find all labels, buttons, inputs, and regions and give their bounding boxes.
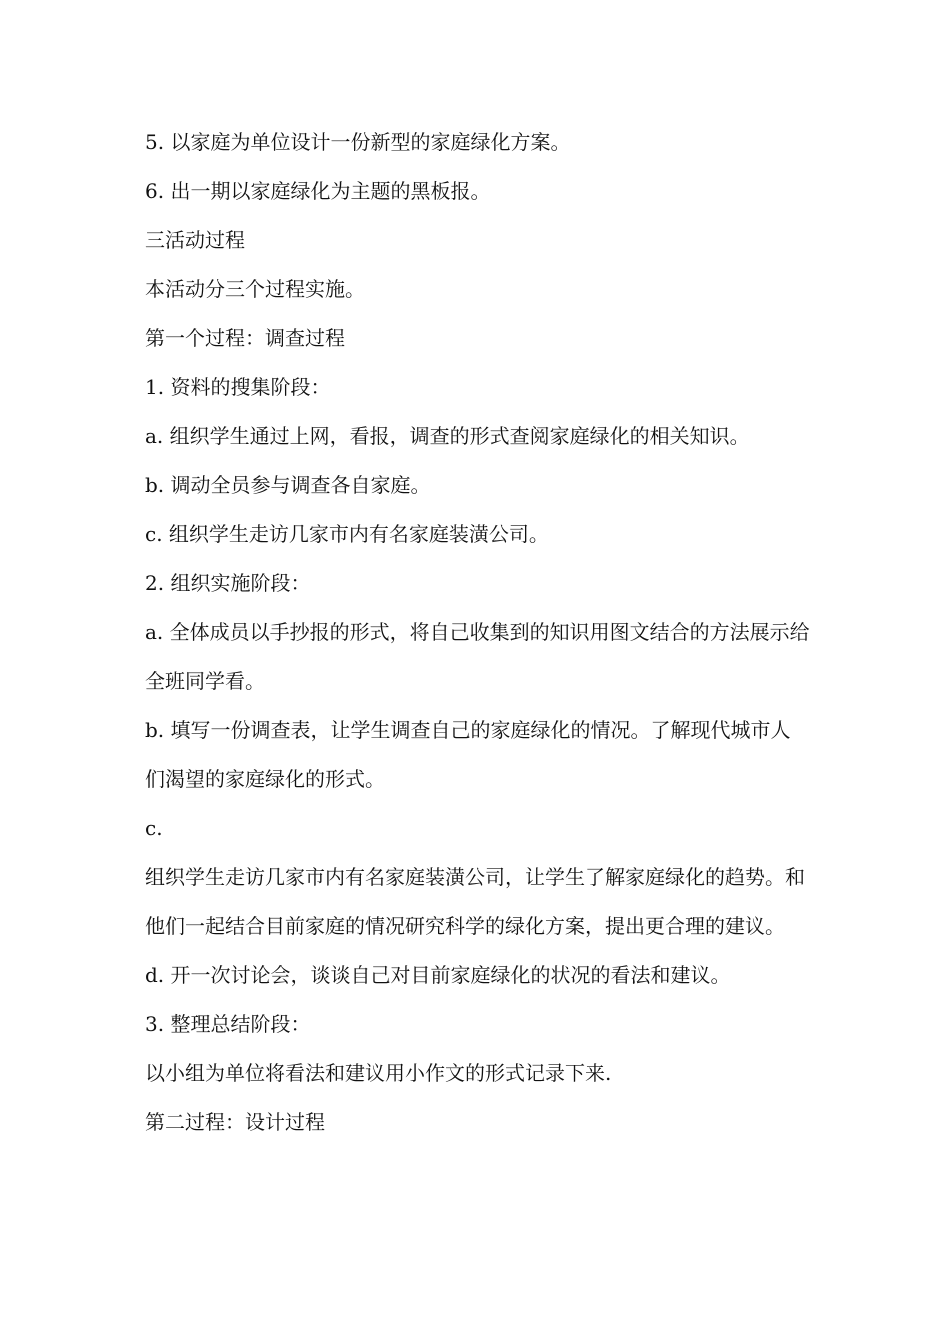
paragraph: 3. 整理总结阶段： [145,1012,311,1036]
paragraph: d. 开一次讨论会，谈谈自己对目前家庭绿化的状况的看法和建议。 [145,963,731,987]
document-body [145,118,810,1147]
paragraph: c. [145,816,163,840]
subsection-heading: 第一个过程：调查过程 [145,326,345,350]
subsection-heading: 第二过程：设计过程 [145,1110,325,1134]
paragraph: b. 填写一份调查表，让学生调查自己的家庭绿化的情况。了解现代城市人们渴望的家庭绿化的形式。 [145,718,791,791]
paragraph: 以小组为单位将看法和建议用小作文的形式记录下来. [145,1061,612,1085]
paragraph: 2. 组织实施阶段： [145,571,311,595]
paragraph: 1. 资料的搜集阶段： [145,375,331,399]
paragraph: 5. 以家庭为单位设计一份新型的家庭绿化方案。 [145,130,571,154]
paragraph: c. 组织学生走访几家市内有名家庭装潢公司。 [145,522,549,546]
section-heading: 三活动过程 [145,228,245,252]
paragraph: 6. 出一期以家庭绿化为主题的黑板报。 [145,179,491,203]
paragraph: b. 调动全员参与调查各自家庭。 [145,473,431,497]
paragraph: a. 组织学生通过上网，看报，调查的形式查阅家庭绿化的相关知识。 [145,424,750,448]
paragraph: 本活动分三个过程实施。 [145,277,365,301]
paragraph: a. 全体成员以手抄报的形式，将自己收集到的知识用图文结合的方法展示给全班同学看。 [145,620,810,693]
paragraph: 组织学生走访几家市内有名家庭装潢公司，让学生了解家庭绿化的趋势。和他们一起结合目前家庭的情况研究科学的绿化方案，提出更合理的建议。 [145,865,805,938]
